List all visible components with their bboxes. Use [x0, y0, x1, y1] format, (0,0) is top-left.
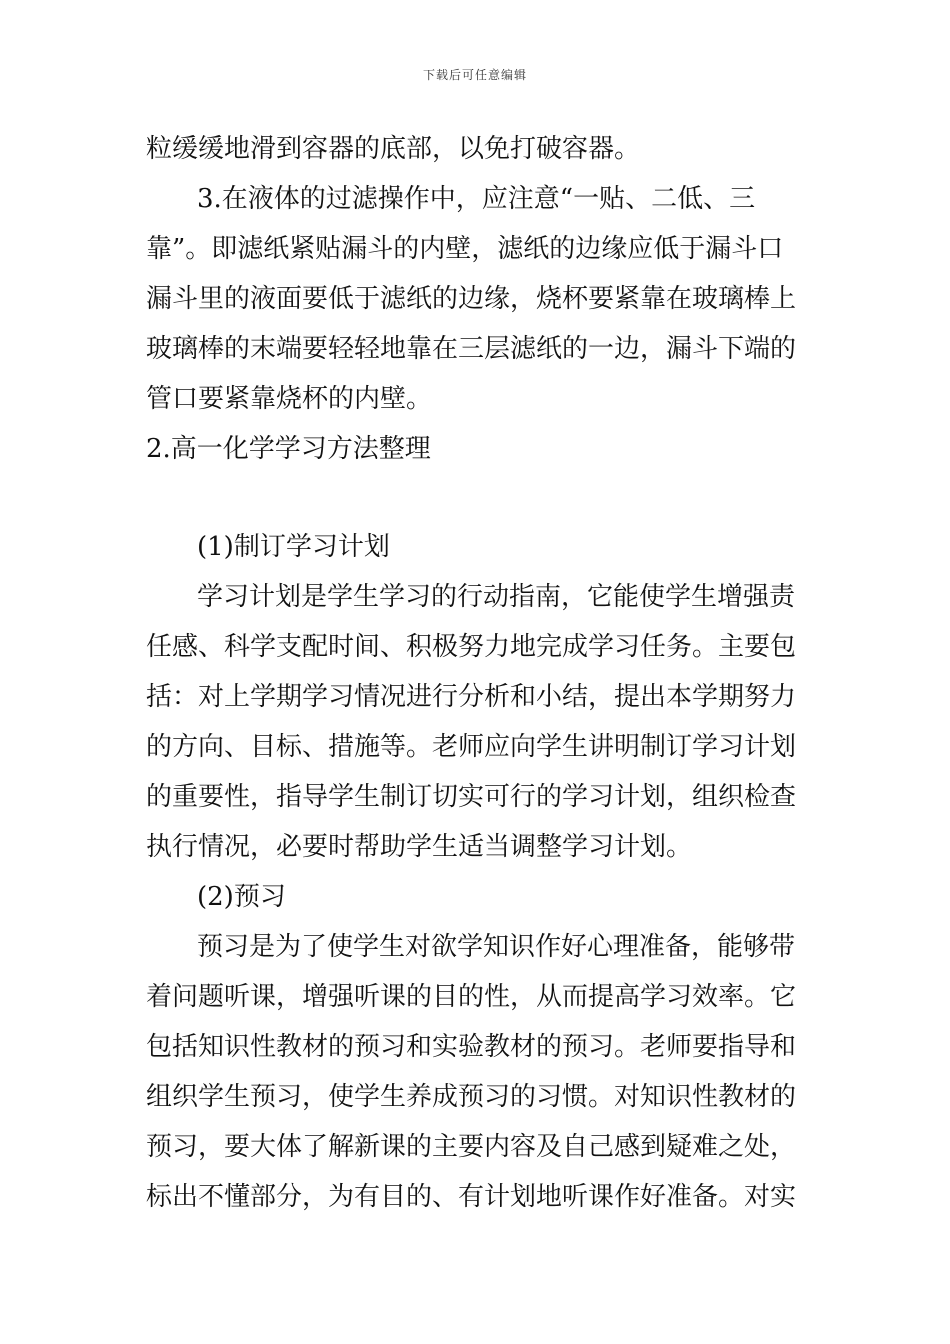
section-heading: 2.高一化学学习方法整理: [146, 434, 431, 464]
subsection-heading: (1)制订学习计划: [197, 532, 390, 562]
paragraph-line: 标出不懂部分，为有目的、有计划地听课作好准备。对实: [146, 1182, 797, 1212]
paragraph-line: 括：对上学期学习情况进行分析和小结，提出本学期努力: [146, 682, 797, 712]
paragraph-line: 执行情况，必要时帮助学生适当调整学习计划。: [146, 832, 693, 862]
subsection-heading: (2)预习: [197, 882, 286, 912]
paragraph-line: 组织学生预习，使学生养成预习的习惯。对知识性教材的: [146, 1082, 797, 1112]
paragraph-line: 学习计划是学生学习的行动指南，它能使学生增强责: [197, 582, 796, 612]
paragraph-line: 预习是为了使学生对欲学知识作好心理准备，能够带: [197, 932, 796, 962]
paragraph-line: 预习，要大体了解新课的主要内容及自己感到疑难之处，: [146, 1132, 797, 1162]
paragraph-line: 管口要紧靠烧杯的内壁。: [146, 384, 433, 414]
paragraph-line: 漏斗里的液面要低于滤纸的边缘，烧杯要紧靠在玻璃棒上: [146, 284, 797, 314]
paragraph-line: 粒缓缓地滑到容器的底部，以免打破容器。: [146, 134, 641, 164]
download-note: 下载后可任意编辑: [422, 68, 527, 82]
paragraph-line: 着问题听课，增强听课的目的性，从而提高学习效率。它: [146, 982, 797, 1012]
paragraph-line: 包括知识性教材的预习和实验教材的预习。老师要指导和: [146, 1032, 797, 1062]
paragraph-line: 任感、科学支配时间、积极努力地完成学习任务。主要包: [146, 632, 797, 662]
paragraph-line: 靠”。即滤纸紧贴漏斗的内壁，滤纸的边缘应低于漏斗口: [146, 234, 784, 264]
paragraph-line: 3.在液体的过滤操作中，应注意“一贴、二低、三: [197, 184, 756, 214]
paragraph-line: 的重要性，指导学生制订切实可行的学习计划，组织检查: [146, 782, 797, 812]
paragraph-line: 的方向、目标、措施等。老师应向学生讲明制订学习计划: [146, 732, 797, 762]
paragraph-line: 玻璃棒的末端要轻轻地靠在三层滤纸的一边，漏斗下端的: [146, 334, 797, 364]
